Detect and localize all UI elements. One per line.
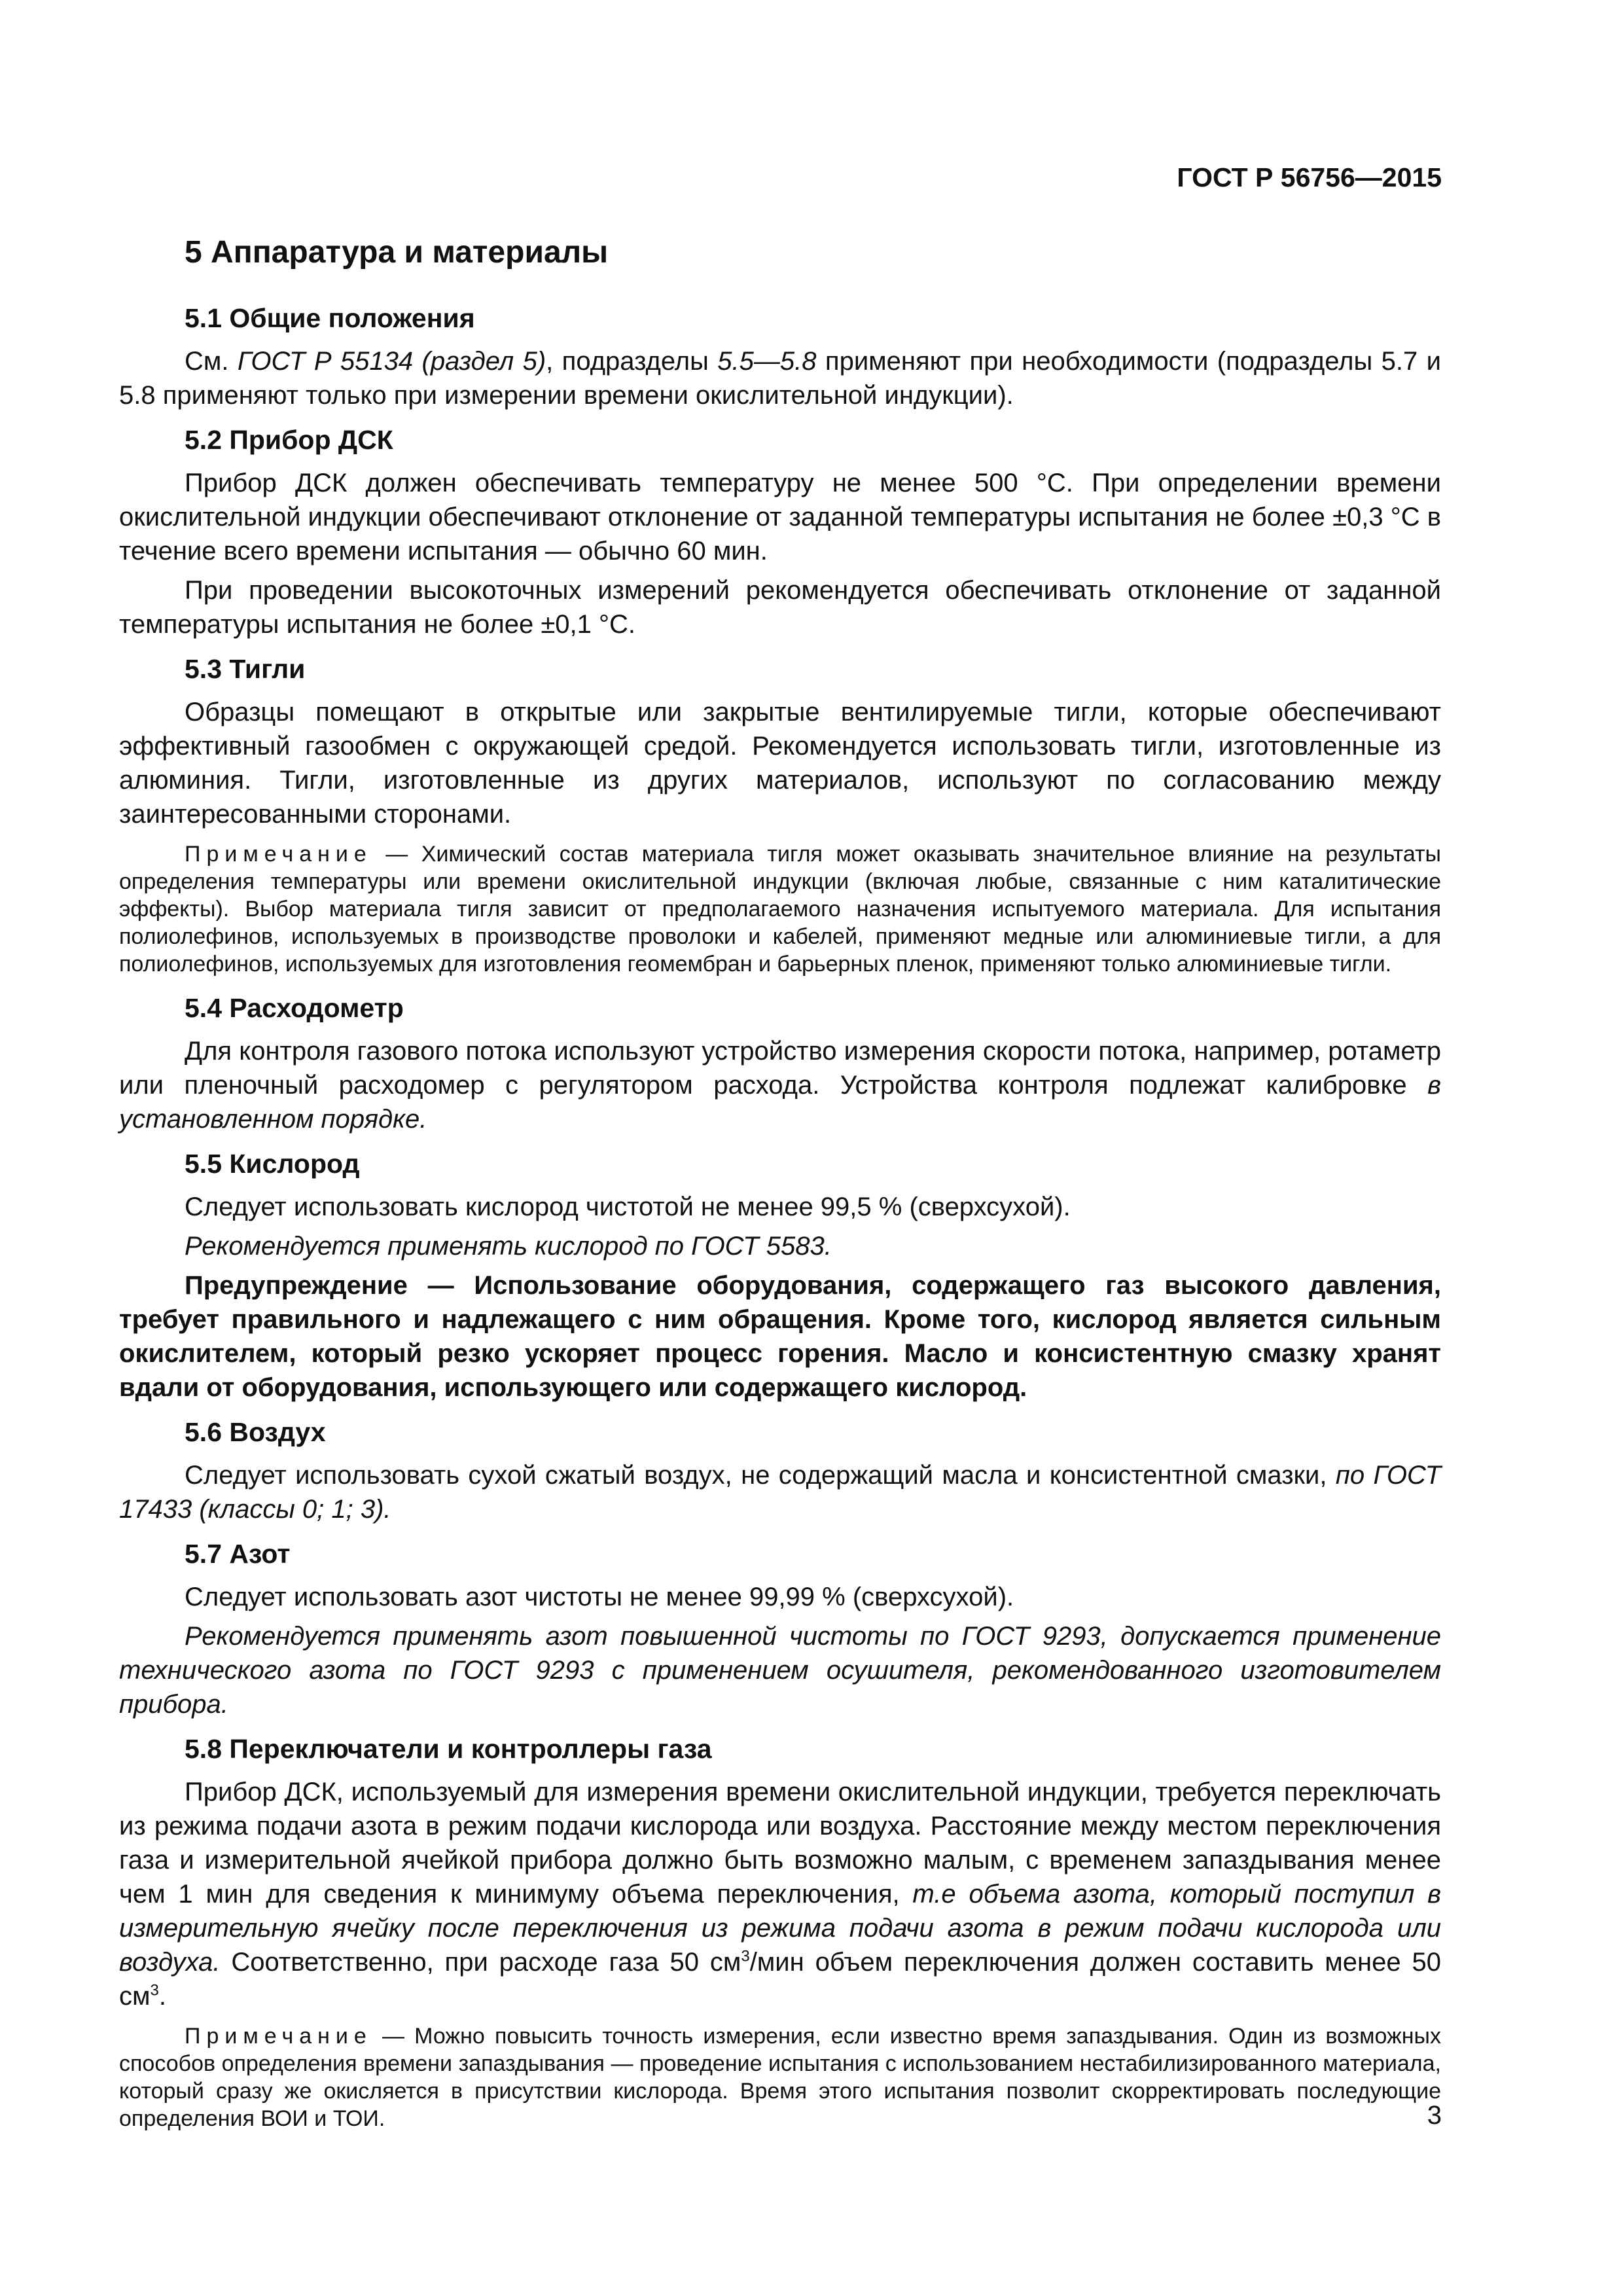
subsection-heading: 5.1 Общие положения xyxy=(185,303,475,333)
note xyxy=(119,840,1441,978)
section-5-7 xyxy=(119,1537,1441,1721)
text: Следует использовать сухой сжатый воздух, не содержащий масла и консистентной смазки, xyxy=(185,1461,1336,1490)
text: Для контроля газового потока используют устройство измерения скорости потока, например, ротаметр или пленочный расходомер с регулятором расхода. Устройства контроля подлежат калибровке xyxy=(119,1037,1441,1100)
section-5-6 xyxy=(119,1415,1441,1526)
paragraph: При проведении высокоточных измерений рекомендуется обеспечивать отклонение от заданной температуры испытания не более ±0,1 °С. xyxy=(119,576,1441,639)
italic-text: т.е объема азота, который поступил в измерительную ячейку после переключения из режима подачи азота в режим подачи кислорода или воздуха. xyxy=(119,1880,1441,1977)
text: См. xyxy=(185,347,238,376)
subsection-heading: 5.7 Азот xyxy=(185,1539,291,1569)
subsection-heading: 5.3 Тигли xyxy=(185,654,306,684)
subsection-heading: 5.8 Переключатели и контроллеры газа xyxy=(185,1734,712,1764)
section-5-1 xyxy=(119,301,1441,412)
text: . xyxy=(158,1982,166,2011)
section-5-3 xyxy=(119,652,1441,978)
note-label: Примечание xyxy=(185,842,372,867)
page-number: 3 xyxy=(1427,2101,1442,2130)
paragraph xyxy=(119,1775,1441,2013)
italic-text: в установленном порядке. xyxy=(119,1071,1441,1134)
note-text: — Можно повысить точность измерения, если известно время запаздывания. Один из возможных способов определения времени запаздывания — проведение испытания с использованием нестабилизированного материала, который сразу же окисляется в присутствии кислорода. Время этого испытания позволит скорректировать последующие определения ВОИ и ТОИ. xyxy=(119,2024,1441,2131)
section-5-4 xyxy=(119,991,1441,1136)
note xyxy=(119,2022,1441,2132)
note-label: Примечание xyxy=(185,2024,372,2049)
recommendation-paragraph: Рекомендуется применять азот повышенной чистоты по ГОСТ 9293, допускается применение технического азота по ГОСТ 9293 с применением осушителя, рекомендованного изготовителем прибора. xyxy=(119,1622,1441,1719)
section-title: 5 Аппаратура и материалы xyxy=(185,235,609,270)
subsection-heading: 5.6 Воздух xyxy=(185,1417,326,1447)
paragraph: Прибор ДСК должен обеспечивать температуру не менее 500 °С. При определении времени окислительной индукции обеспечивают отклонение от заданной температуры испытания не более ±0,3 °С в течение всего времени испытания — обычно 60 мин. xyxy=(119,469,1441,565)
text: , подразделы xyxy=(546,347,718,376)
reference-text: 5.5—5.8 xyxy=(717,347,817,376)
standard-header: ГОСТ Р 56756—2015 xyxy=(1177,162,1442,192)
section-5-5 xyxy=(119,1147,1441,1405)
paragraph xyxy=(119,1458,1441,1526)
paragraph: Следует использовать кислород чистотой не менее 99,5 % (сверхсухой). xyxy=(185,1193,1071,1221)
paragraph: Образцы помещают в открытые или закрытые вентилируемые тигли, которые обеспечивают эффективный газообмен с окружающей средой. Рекомендуется использовать тигли, изготовленные из алюминия. Тигли, изготовленные из других материалов, используют по согласованию между заинтересованными сторонами. xyxy=(119,698,1441,829)
text: Соответственно, при расходе газа 50 см xyxy=(220,1948,741,1977)
reference-text: ГОСТ Р 55134 (раздел 5) xyxy=(237,347,546,376)
section-5-8 xyxy=(119,1732,1441,2132)
subsection-heading: 5.5 Кислород xyxy=(185,1149,360,1179)
superscript: 3 xyxy=(741,1947,750,1965)
paragraph xyxy=(119,344,1441,412)
section-5-2 xyxy=(119,423,1441,641)
paragraph: Следует использовать азот чистоты не менее 99,99 % (сверхсухой). xyxy=(185,1583,1014,1611)
text: Прибор ДСК, используемый для измерения времени окислительной индукции, требуется переключать из режима подачи азота в режим подачи кислорода или воздуха. Расстояние между местом переключения газа и измерительной ячейкой прибора должно быть возможно малым, с временем запаздывания менее чем 1 мин для сведения к минимуму объема переключения, xyxy=(119,1778,1441,1909)
document-body xyxy=(119,301,1441,2145)
note-text: — Химический состав материала тигля может оказывать значительное влияние на результаты определения температуры или времени окислительной индукции (включая любые, связанные с ним каталитические эффекты). Выбор материала тигля зависит от предполагаемого назначения испытуемого материала. Для испытания полиолефинов, используемых в производстве проволоки и кабелей, применяют медные или алюминиевые тигли, а для полиолефинов, используемых для изготовления геомембран и барьерных пленок, применяют только алюминиевые тигли. xyxy=(119,842,1441,977)
recommendation-paragraph: Рекомендуется применять кислород по ГОСТ 5583. xyxy=(185,1232,832,1261)
warning-paragraph: Предупреждение — Использование оборудования, содержащего газ высокого давления, требует правильного и надлежащего с ним обращения. Кроме того, кислород является сильным окислителем, который резко ускоряет процесс горения. Масло и консистентную смазку хранят вдали от оборудования, использующего или содержащего кислород. xyxy=(119,1271,1441,1402)
superscript: 3 xyxy=(150,1981,159,2000)
text: применяют при необходимости (подразделы 5.7 и 5.8 применяют только при измерении времени окислительной индукции). xyxy=(119,347,1441,410)
italic-text: по ГОСТ 17433 (классы 0; 1; 3). xyxy=(119,1461,1441,1524)
paragraph xyxy=(119,1034,1441,1136)
subsection-heading: 5.4 Расходометр xyxy=(185,993,404,1023)
subsection-heading: 5.2 Прибор ДСК xyxy=(185,425,393,455)
text: /мин объем переключения должен составить менее 50 см xyxy=(119,1948,1441,2011)
